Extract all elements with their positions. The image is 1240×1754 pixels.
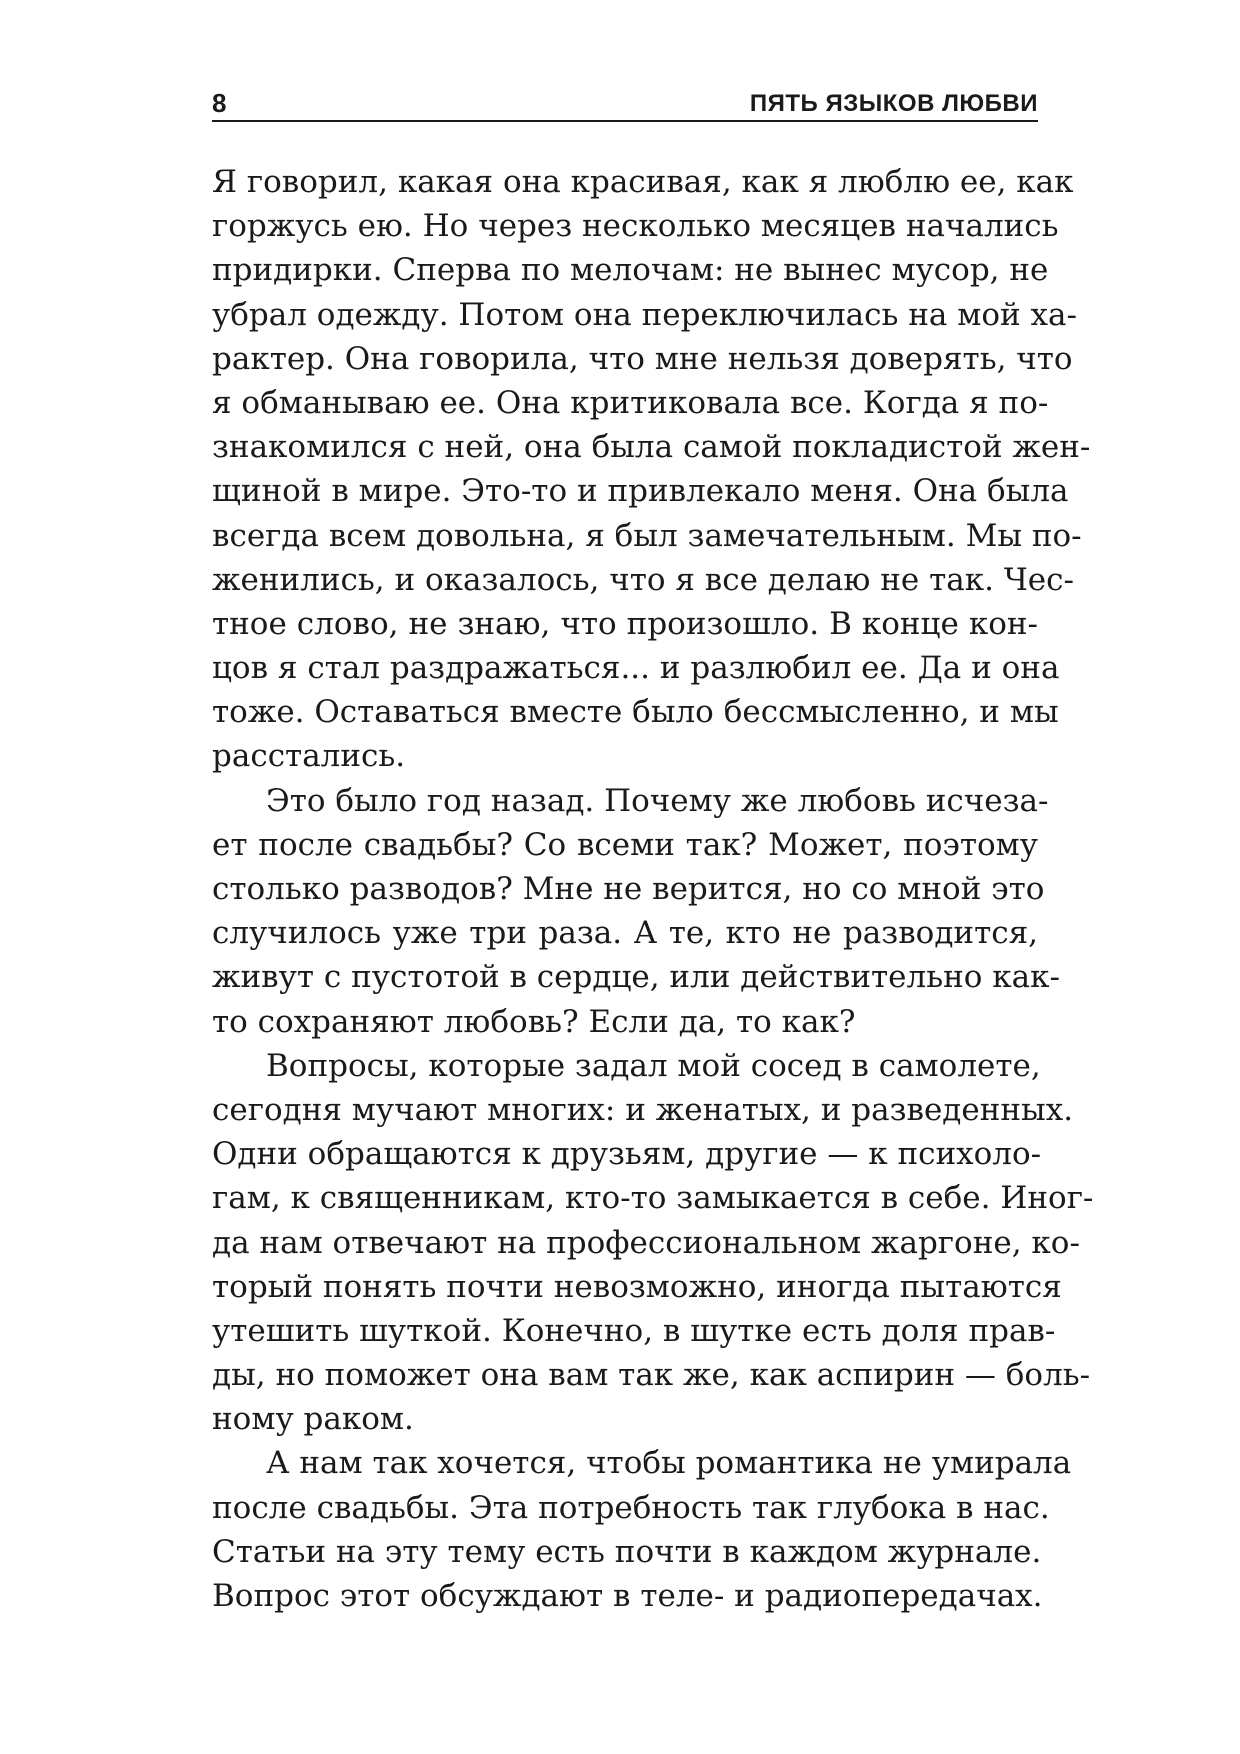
text-line: ет после свадьбы? Со всеми так? Может, поэтому xyxy=(212,826,1038,863)
text-line: горжусь ею. Но через несколько месяцев начались xyxy=(212,208,1059,245)
text-line: цов я стал раздражаться... и разлюбил ее. Да и она xyxy=(212,650,1060,687)
text-line: рактер. Она говорила, что мне нельзя доверять, что xyxy=(212,340,1073,377)
text-line: Вопрос этот обсуждают в теле- и радиопередачах. xyxy=(212,1578,1043,1614)
running-head xyxy=(212,84,1038,122)
text-line: после свадьбы. Эта потребность так глубока в нас. xyxy=(212,1489,1050,1526)
text-line: гам, к священникам, кто-то замыкается в себе. Иног- xyxy=(212,1180,1094,1217)
text-line: убрал одежду. Потом она переключилась на мой ха- xyxy=(212,296,1077,333)
text-line: женились, и оказалось, что я все делаю не так. Чес- xyxy=(212,561,1074,598)
text-line: знакомился с ней, она была самой покладистой жен- xyxy=(212,429,1091,466)
text-line: да нам отвечают на профессиональном жаргоне, ко- xyxy=(212,1224,1080,1261)
text-line: Вопросы, которые задал мой сосед в самолете, xyxy=(266,1047,1041,1084)
text-line: я обманываю ее. Она критиковала все. Когда я по- xyxy=(212,384,1049,421)
text-line: то сохраняют любовь? Если да, то как? xyxy=(212,1003,856,1040)
text-line: торый понять почти невозможно, иногда пытаются xyxy=(212,1268,1062,1305)
text-line: тное слово, не знаю, что произошло. В конце кон- xyxy=(212,605,1038,642)
text-line: Одни обращаются к друзьям, другие — к психоло- xyxy=(212,1136,1042,1173)
text-line: придирки. Сперва по мелочам: не вынес мусор, не xyxy=(212,252,1049,289)
paragraph xyxy=(212,160,1091,779)
text-line: Я говорил, какая она красивая, как я люблю ее, как xyxy=(212,164,1074,200)
text-line: расстались. xyxy=(212,738,406,775)
text-line: А нам так хочется, чтобы романтика не умирала xyxy=(266,1445,1072,1482)
text-line: щиной в мире. Это-то и привлекало меня. Она была xyxy=(212,473,1069,510)
text-line: всегда всем довольна, я был замечательным. Мы по- xyxy=(212,517,1082,554)
text-body xyxy=(212,160,1094,1618)
page-number: 8 xyxy=(212,88,227,118)
text-line: тоже. Оставаться вместе было бессмысленно, и мы xyxy=(212,694,1059,731)
book-title: ПЯТЬ ЯЗЫКОВ ЛЮБВИ xyxy=(749,90,1038,117)
paragraph xyxy=(212,779,1060,1044)
paragraph xyxy=(212,1441,1072,1618)
text-line: живут с пустотой в сердце, или действительно как- xyxy=(212,959,1060,996)
text-line: случилось уже три раза. А те, кто не разводится, xyxy=(212,915,1038,952)
text-line: ному раком. xyxy=(212,1401,414,1438)
text-line: сегодня мучают многих: и женатых, и разведенных. xyxy=(212,1091,1074,1128)
text-line: Это было год назад. Почему же любовь исчеза- xyxy=(266,782,1049,819)
text-line: ды, но поможет она вам так же, как аспирин — боль- xyxy=(212,1357,1091,1394)
text-line: Статьи на эту тему есть почти в каждом журнале. xyxy=(212,1533,1042,1570)
text-line: столько разводов? Мне не верится, но со мной это xyxy=(212,871,1045,907)
text-line: утешить шуткой. Конечно, в шутке есть доля прав- xyxy=(212,1312,1056,1349)
paragraph xyxy=(212,1044,1094,1442)
